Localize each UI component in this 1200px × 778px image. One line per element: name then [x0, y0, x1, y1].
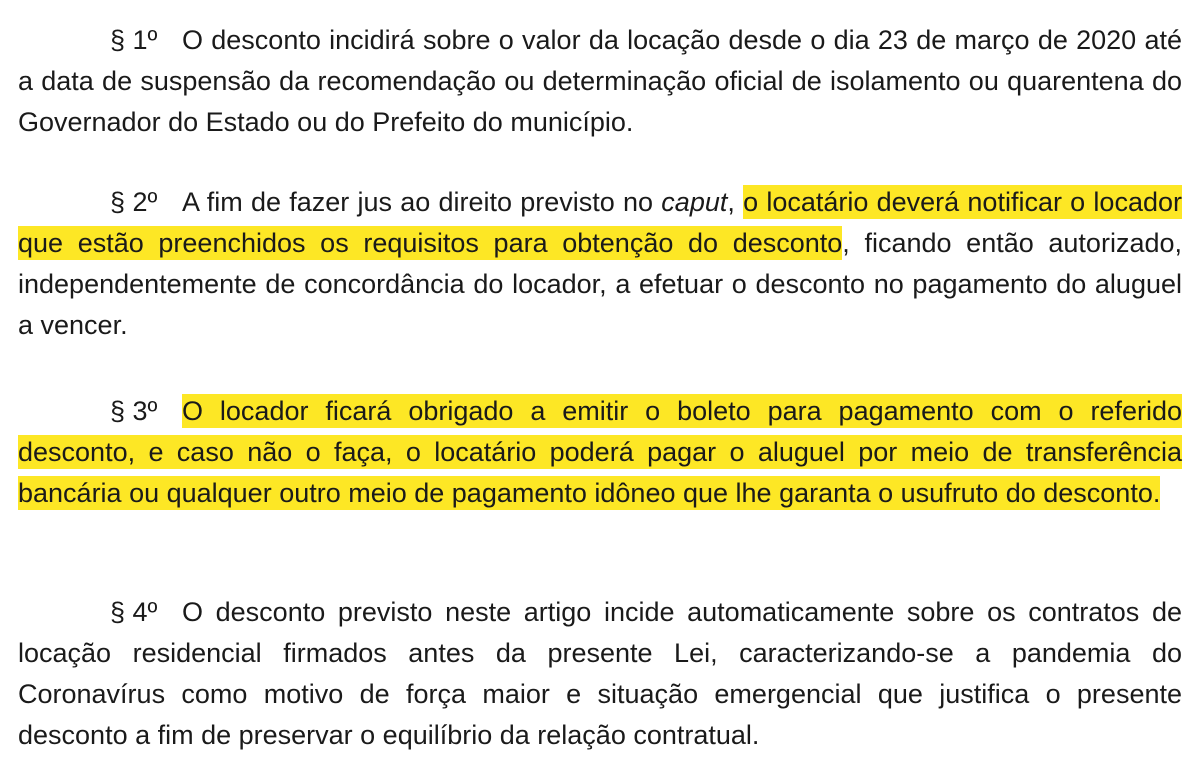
paragraph-text: , ficando então autorizado, independentemente de concordância do locador, a efetuar o desconto no pagamento do aluguel a vencer.: [18, 228, 1182, 340]
paragraph-4: [18, 592, 1182, 756]
paragraph-1: [18, 20, 1182, 143]
paragraph-text: ,: [727, 187, 744, 217]
highlighted-text: o locatário deverá notificar o locador que estão preenchidos os requisitos para obtenção do desconto: [18, 187, 1182, 258]
paragraph-mark: § 3º: [110, 396, 158, 426]
paragraph-text: O desconto incidirá sobre o valor da locação desde o dia 23 de março de 2020 até a data de suspensão da recomendação ou determinação oficial de isolamento ou quarentena do Governador do Estado ou do Prefeito do município.: [18, 25, 1182, 137]
italic-term: caput: [661, 187, 728, 217]
paragraph-mark: § 1º: [110, 25, 158, 55]
paragraph-3: [18, 391, 1182, 514]
paragraph-text: A fim de fazer jus ao direito previsto no: [182, 187, 662, 217]
paragraph-2: [18, 182, 1182, 346]
paragraph-mark: § 4º: [110, 597, 158, 627]
paragraph-text: O desconto previsto neste artigo incide automaticamente sobre os contratos de locação residencial firmados antes da presente Lei, caracterizando-se a pandemia do Coronavírus como motivo de força maior e situação emergencial que justifica o presente desconto a fim de preservar o equilíbrio da relação contratual.: [18, 597, 1182, 750]
paragraph-mark: § 2º: [110, 187, 158, 217]
highlighted-text: O locador ficará obrigado a emitir o boleto para pagamento com o referido desconto, e caso não o faça, o locatário poderá pagar o aluguel por meio de transferência bancária ou qualquer outro meio de pagamento idôneo que lhe garanta o usufruto do desconto.: [18, 396, 1182, 508]
